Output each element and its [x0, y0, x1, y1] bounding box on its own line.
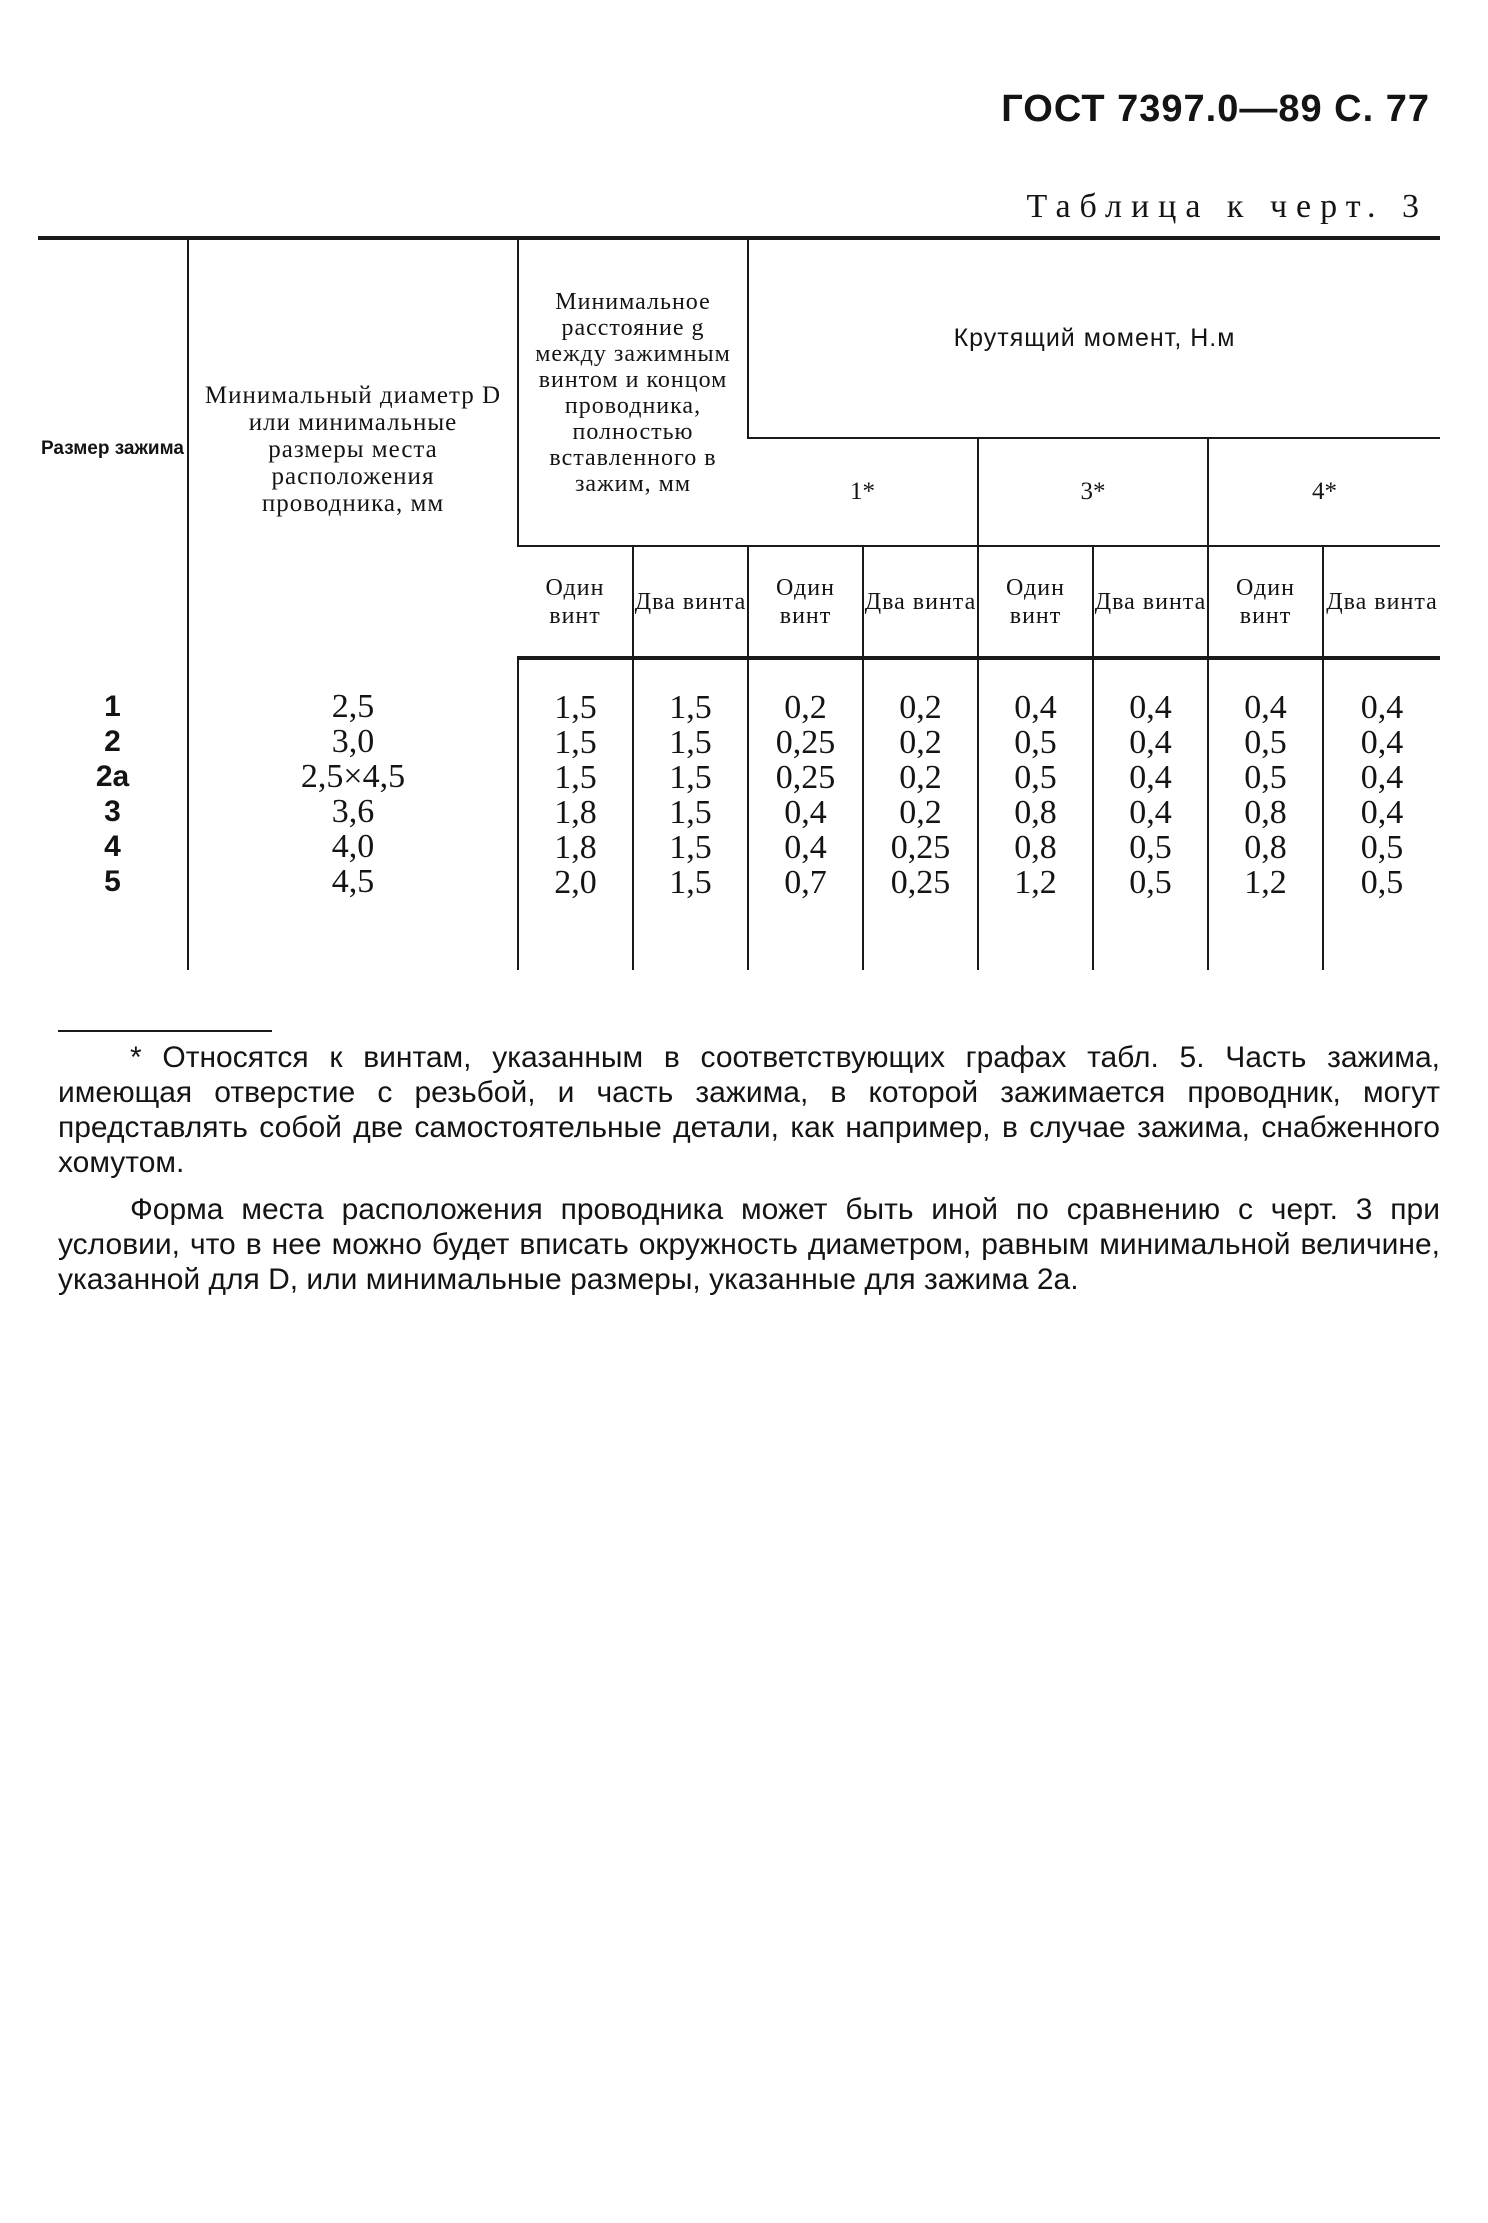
table-cell: 0,4 — [784, 794, 827, 831]
header-torque-group-1: 1* — [748, 438, 978, 546]
table-cell: 3 — [104, 795, 121, 828]
table-cell: 1,2 — [1014, 864, 1057, 901]
table-cell: 0,4 — [1360, 794, 1404, 831]
column-t3-two-screws — [1093, 658, 1208, 970]
table-cell: 0,25 — [890, 829, 951, 866]
table-cell: 0,5 — [1244, 759, 1287, 796]
table-cell: 3,0 — [331, 723, 375, 760]
table-cell: 0,8 — [1014, 829, 1057, 866]
header-torque-group-3: 3* — [978, 438, 1208, 546]
table-cell: 0,2 — [899, 689, 942, 726]
table-cell: 2а — [95, 760, 130, 793]
table-cell: 1,8 — [554, 794, 597, 831]
column-t4-one-screw — [1208, 658, 1323, 970]
footnote-divider — [58, 1030, 272, 1032]
table-caption: Таблица к черт. 3 — [1026, 188, 1428, 225]
table-cell: 1,5 — [669, 724, 712, 761]
table-cell: 0,2 — [899, 794, 942, 831]
table-cell: 0,2 — [899, 724, 942, 761]
header-t3-two-screws: Два винта — [1093, 546, 1208, 658]
header-g-one-screw: Один винт — [518, 546, 633, 658]
table-cell: 0,4 — [1244, 689, 1287, 726]
table-cell: 2 — [104, 725, 121, 758]
table-cell: 0,5 — [1014, 759, 1057, 796]
header-size: Размер зажима — [41, 438, 184, 459]
table-cell: 1,5 — [669, 759, 712, 796]
column-t4-two-screws — [1323, 658, 1440, 970]
table-cell: 4,0 — [331, 828, 375, 865]
column-t3-one-screw — [978, 658, 1093, 970]
table-body-row — [38, 658, 1440, 970]
table-cell: 1,5 — [669, 829, 712, 866]
table-cell: 0,25 — [775, 724, 836, 761]
table-cell: 1,5 — [669, 689, 712, 726]
table-cell: 1,2 — [1244, 864, 1287, 901]
table-cell: 1,5 — [554, 689, 597, 726]
table-cell: 0,2 — [899, 759, 942, 796]
table-cell: 0,4 — [1129, 689, 1172, 726]
header-t4-two-screws: Два винта — [1323, 546, 1440, 658]
column-t1-one-screw — [748, 658, 863, 970]
header-torque-group-4: 4* — [1208, 438, 1440, 546]
table-cell: 0,4 — [1129, 724, 1172, 761]
table-cell: 0,4 — [1129, 794, 1172, 831]
table-cell: 4 — [104, 830, 121, 863]
table-cell: 0,2 — [784, 689, 827, 726]
table-cell: 5 — [104, 865, 121, 898]
table-cell: 0,5 — [1244, 724, 1287, 761]
page-header: ГОСТ 7397.0—89 С. 77 — [1001, 88, 1430, 130]
footnotes — [58, 1040, 1440, 1309]
header-t1-one-screw: Один винт — [748, 546, 863, 658]
table-cell: 1,5 — [554, 724, 597, 761]
table-cell: 2,5×4,5 — [300, 758, 406, 795]
table-cell: 0,8 — [1014, 794, 1057, 831]
table-cell: 0,8 — [1244, 829, 1287, 866]
table-cell: 0,8 — [1244, 794, 1287, 831]
table-cell: 0,4 — [1014, 689, 1057, 726]
footnote-paragraph: Форма места расположения проводника может быть иной по сравнению с черт. 3 при условии, что в нее можно будет вписать окружность диаметром, равным минимальной величине, указанной для D, или минимальные размеры, указанные для зажима 2а. — [58, 1193, 1440, 1296]
header-diameter: Минимальный диаметр D или минимальные размеры места расположения проводника, мм — [188, 238, 518, 658]
spec-table — [38, 236, 1440, 970]
table-cell: 0,25 — [775, 759, 836, 796]
column-t1-two-screws — [863, 658, 978, 970]
table-cell: 0,4 — [1360, 759, 1404, 796]
table-cell: 0,5 — [1129, 829, 1172, 866]
header-g-two-screws: Два винта — [633, 546, 748, 658]
column-diameter — [188, 658, 518, 970]
spec-table-wrapper — [38, 236, 1440, 970]
table-cell: 0,25 — [890, 864, 951, 901]
table-cell: 0,5 — [1360, 829, 1404, 866]
table-cell: 0,4 — [1360, 724, 1404, 761]
table-cell: 0,5 — [1129, 864, 1172, 901]
header-t1-two-screws: Два винта — [863, 546, 978, 658]
table-cell: 0,4 — [1360, 689, 1404, 726]
table-cell: 2,5 — [331, 688, 375, 725]
header-torque: Крутящий момент, Н.м — [748, 238, 1440, 438]
table-cell: 1,5 — [669, 794, 712, 831]
table-cell: 1,5 — [669, 864, 712, 901]
table-cell: 0,5 — [1014, 724, 1057, 761]
table-cell: 0,4 — [1129, 759, 1172, 796]
header-t4-one-screw: Один винт — [1208, 546, 1323, 658]
column-g-two-screws — [633, 658, 748, 970]
column-g-one-screw — [518, 658, 633, 970]
table-cell: 3,6 — [331, 793, 375, 830]
footnote-paragraph: * Относятся к винтам, указанным в соответствующих графах табл. 5. Часть зажима, имеющая отверстие с резьбой, и часть зажима, в которой зажимается проводник, могут представлять собой две самостоятельные детали, как например, в случае зажима, снабженного хомутом. — [58, 1041, 1440, 1179]
table-cell: 0,5 — [1360, 864, 1404, 901]
table-cell: 1,5 — [554, 759, 597, 796]
table-cell: 4,5 — [331, 863, 375, 900]
table-cell: 0,4 — [784, 829, 827, 866]
column-size — [38, 658, 188, 970]
table-cell: 1,8 — [554, 829, 597, 866]
header-t3-one-screw: Один винт — [978, 546, 1093, 658]
table-cell: 0,7 — [784, 864, 827, 901]
table-cell: 2,0 — [554, 864, 597, 901]
header-distance: Минимальное расстояние g между зажимным винтом и концом проводника, полностью вставленного в зажим, мм — [518, 238, 748, 546]
table-cell: 1 — [104, 690, 121, 723]
